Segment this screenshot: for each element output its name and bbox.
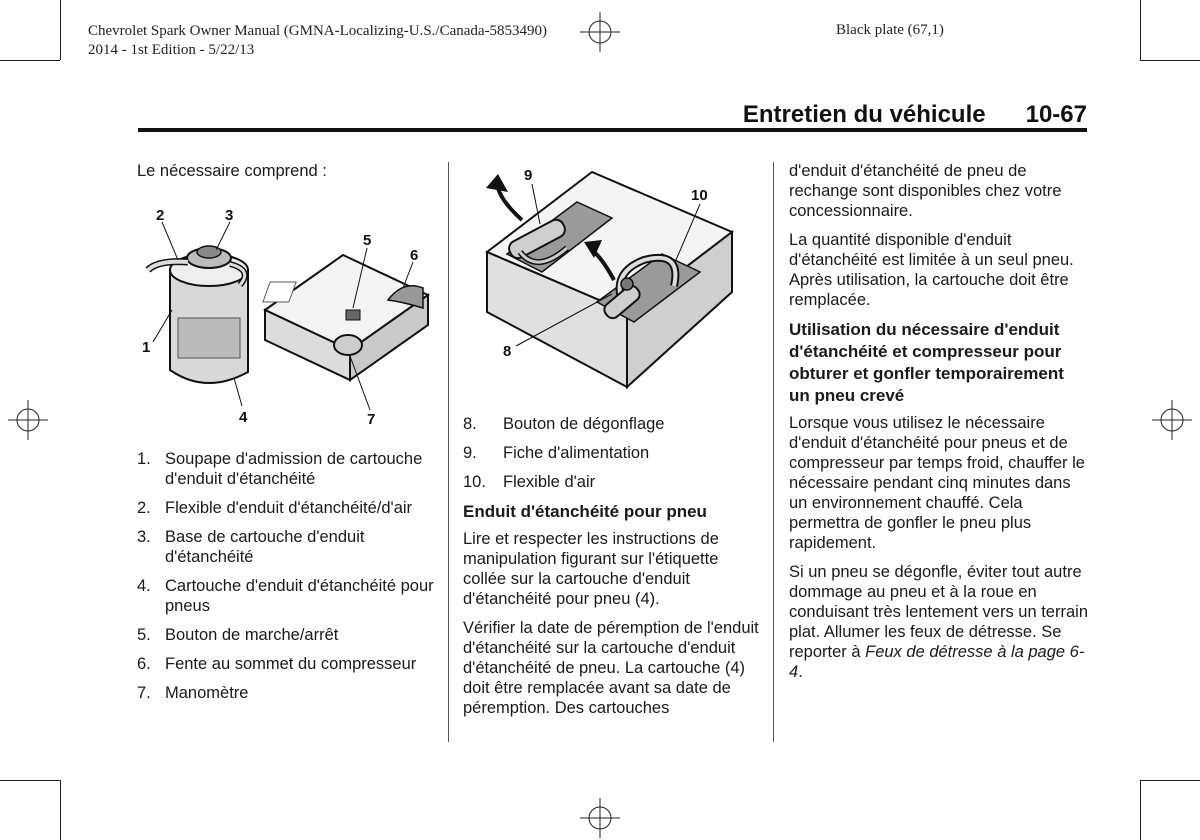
edition-line: 2014 - 1st Edition - 5/22/13 [88,42,255,58]
plate-label: Black plate (67,1) [836,22,944,38]
cross-reference-link[interactable]: Feux de détresse à la page 6-4 [789,643,1085,681]
kit-intro: Le nécessaire comprend : [137,162,327,180]
figure-label: 6 [410,247,419,264]
crop-mark [1140,780,1141,840]
figure-label: 4 [239,409,248,426]
crop-mark [60,780,61,840]
crop-mark [0,60,60,61]
column-1 [137,161,435,190]
list-item: 8. Bouton de dégonflage [463,415,665,433]
list-item: 6. Fente au sommet du compresseur [137,655,417,673]
compressor-figure [462,162,758,402]
figure-label: 7 [367,411,376,428]
crop-mark [60,0,61,60]
print-metadata [88,22,547,60]
paragraph: La quantité disponible d'enduit d'étanchéité est limitée à un seul pneu. Après utilisation, la cartouche doit être remplacée. [789,231,1074,309]
list-item: 3. Base de cartouche d'enduit d'étanchéité [137,528,365,566]
list-item: 4. Cartouche d'enduit d'étanchéité pour pneus [137,577,434,615]
crop-mark [1140,780,1200,781]
crop-mark [1140,60,1200,61]
figure-label: 3 [225,207,234,224]
page-number: 10-67 [1025,101,1087,128]
registration-mark-icon [578,10,622,54]
figure-label: 5 [363,232,372,249]
figure-label: 9 [524,167,533,184]
page-heading [743,101,1087,129]
paragraph: Si un pneu se dégonfle, éviter tout autre dommage au pneu et à la roue en conduisant très lentement vers un terrain plat. Allumer les feux de détresse. Se reporter à Feux de détresse à la page 6-4. [789,563,1088,681]
figure-label: 8 [503,343,512,360]
registration-mark-icon [1150,398,1194,442]
paragraph: Lire et respecter les instructions de manipulation figurant sur l'étiquette collée sur la cartouche d'enduit d'étanchéité pour pneu (4). [463,530,719,608]
list-item: 7. Manomètre [137,684,249,702]
sealant-kit-figure [138,200,438,430]
list-item: 5. Bouton de marche/arrêt [137,626,339,644]
registration-mark-icon [578,796,622,840]
crop-mark [0,780,60,781]
paragraph: d'enduit d'étanchéité de pneu de rechange sont disponibles chez votre concessionnaire. [789,162,1062,220]
column-3 [789,161,1089,691]
registration-mark-icon [6,398,50,442]
heading-rule [138,128,1087,132]
list-item: 2. Flexible d'enduit d'étanchéité/d'air [137,499,413,517]
list-item: 1. Soupape d'admission de cartouche d'enduit d'étanchéité [137,450,423,488]
list-item: 10. Flexible d'air [463,473,596,491]
manual-id-line: Chevrolet Spark Owner Manual (GMNA-Localizing-U.S./Canada-5853490) [88,23,548,39]
component-list-1 [137,449,435,712]
figure-label: 2 [156,207,165,224]
column-divider [773,162,774,742]
section-heading: Utilisation du nécessaire d'enduit d'étanchéité et compresseur pour obturer et gonfler temporairement un pneu crevé [789,320,1064,405]
figure-label: 10 [691,187,708,204]
column-2 [463,414,763,727]
crop-mark [1140,0,1141,60]
figure-label: 1 [142,339,151,356]
list-item: 9. Fiche d'alimentation [463,444,650,462]
section-heading: Enduit d'étanchéité pour pneu [463,502,707,521]
section-title: Entretien du véhicule [742,101,986,128]
paragraph: Lorsque vous utilisez le nécessaire d'enduit d'étanchéité pour pneus et de compresseur par temps froid, chauffer le nécessaire pendant cinq minutes dans un environnement chauffé. Cela permettra de gonfler le pneu plus rapidement. [789,414,1085,552]
paragraph: Vérifier la date de péremption de l'enduit d'étanchéité sur la cartouche d'enduit d'étanchéité de pneu. La cartouche (4) doit être remplacée avant sa date de péremption. Des cartouches [463,619,759,717]
column-divider [448,162,449,742]
